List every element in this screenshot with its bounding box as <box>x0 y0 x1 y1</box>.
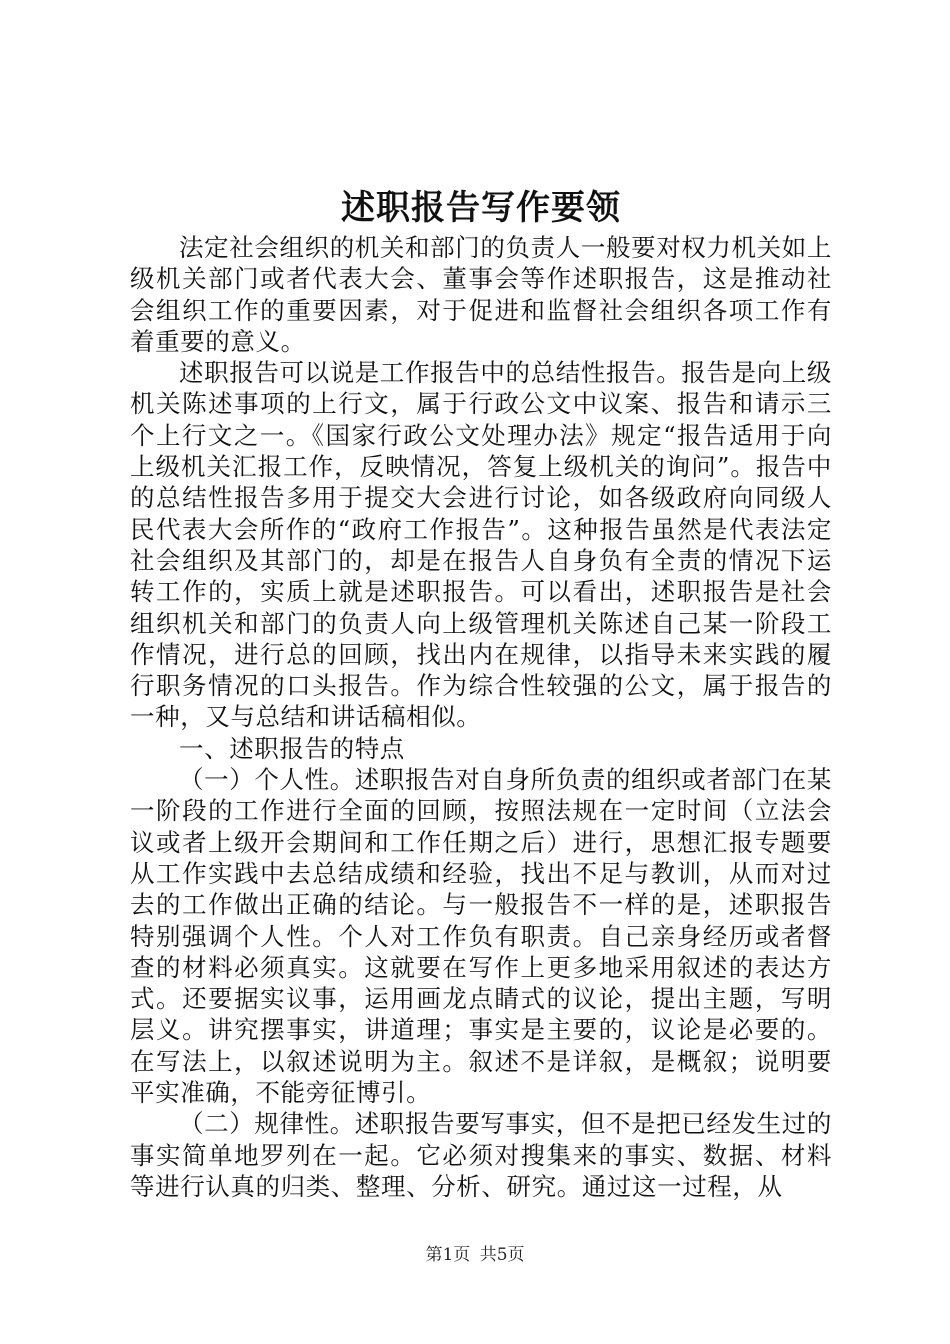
section-heading-features: 一、述职报告的特点 <box>179 733 405 763</box>
paragraph-intro: 法定社会组织的机关和部门的负责人一般要对权力机关如上级机关部门或者代表大会、董事会等作述职报告，这是推动社会组织工作的重要因素，对于促进和监督社会组织各项工作有着重要的意义。 <box>130 233 832 356</box>
document-title: 述职报告写作要领 <box>341 188 621 228</box>
page-number: 第1页 <box>425 1245 471 1265</box>
page-footer <box>0 1244 950 1266</box>
paragraph-regularity: （二）规律性。述职报告要写事实，但不是把已经发生过的事实简单地罗列在一起。它必须对搜集来的事实、数据、材料等进行认真的归类、整理、分析、研究。通过这一过程，从 <box>130 1109 832 1201</box>
document-page <box>130 186 832 1202</box>
paragraph-definition: 述职报告可以说是工作报告中的总结性报告。报告是向上级机关陈述事项的上行文，属于行政公文中议案、报告和请示三个上行文之一。《国家行政公文处理办法》规定“报告适用于向上级机关汇报工作，反映情况，答复上级机关的询问”。报告中的总结性报告多用于提交大会进行讨论，如各级政府向同级人民代表大会所作的“政府工作报告”。这种报告虽然是代表法定社会组织及其部门的，却是在报告人自身负有全责的情况下运转工作的，实质上就是述职报告。可以看出，述职报告是社会组织机关和部门的负责人向上级管理机关陈述自己某一阶段工作情况，进行总的回顾，找出内在规律，以指导未来实践的履行职务情况的口头报告。作为综合性较强的公文，属于报告的一种，又与总结和讲话稿相似。 <box>130 358 832 732</box>
paragraph-personal: （一）个人性。述职报告对自身所负责的组织或者部门在某一阶段的工作进行全面的回顾，按照法规在一定时间（立法会议或者上级开会期间和工作任期之后）进行，思想汇报专题要从工作实践中去总结成绩和经验，找出不足与教训，从而对过去的工作做出正确的结论。与一般报告不一样的是，述职报告特别强调个人性。个人对工作负有职责。自己亲身经历或者督查的材料必须真实。这就要在写作上更多地采用叙述的表达方式。还要据实议事，运用画龙点睛式的议论，提出主题，写明层义。讲究摆事实，讲道理；事实是主要的，议论是必要的。在写法上，以叙述说明为主。叙述不是详叙，是概叙；说明要平实准确，不能旁征博引。 <box>130 765 832 1108</box>
page-total: 共5页 <box>479 1245 525 1265</box>
